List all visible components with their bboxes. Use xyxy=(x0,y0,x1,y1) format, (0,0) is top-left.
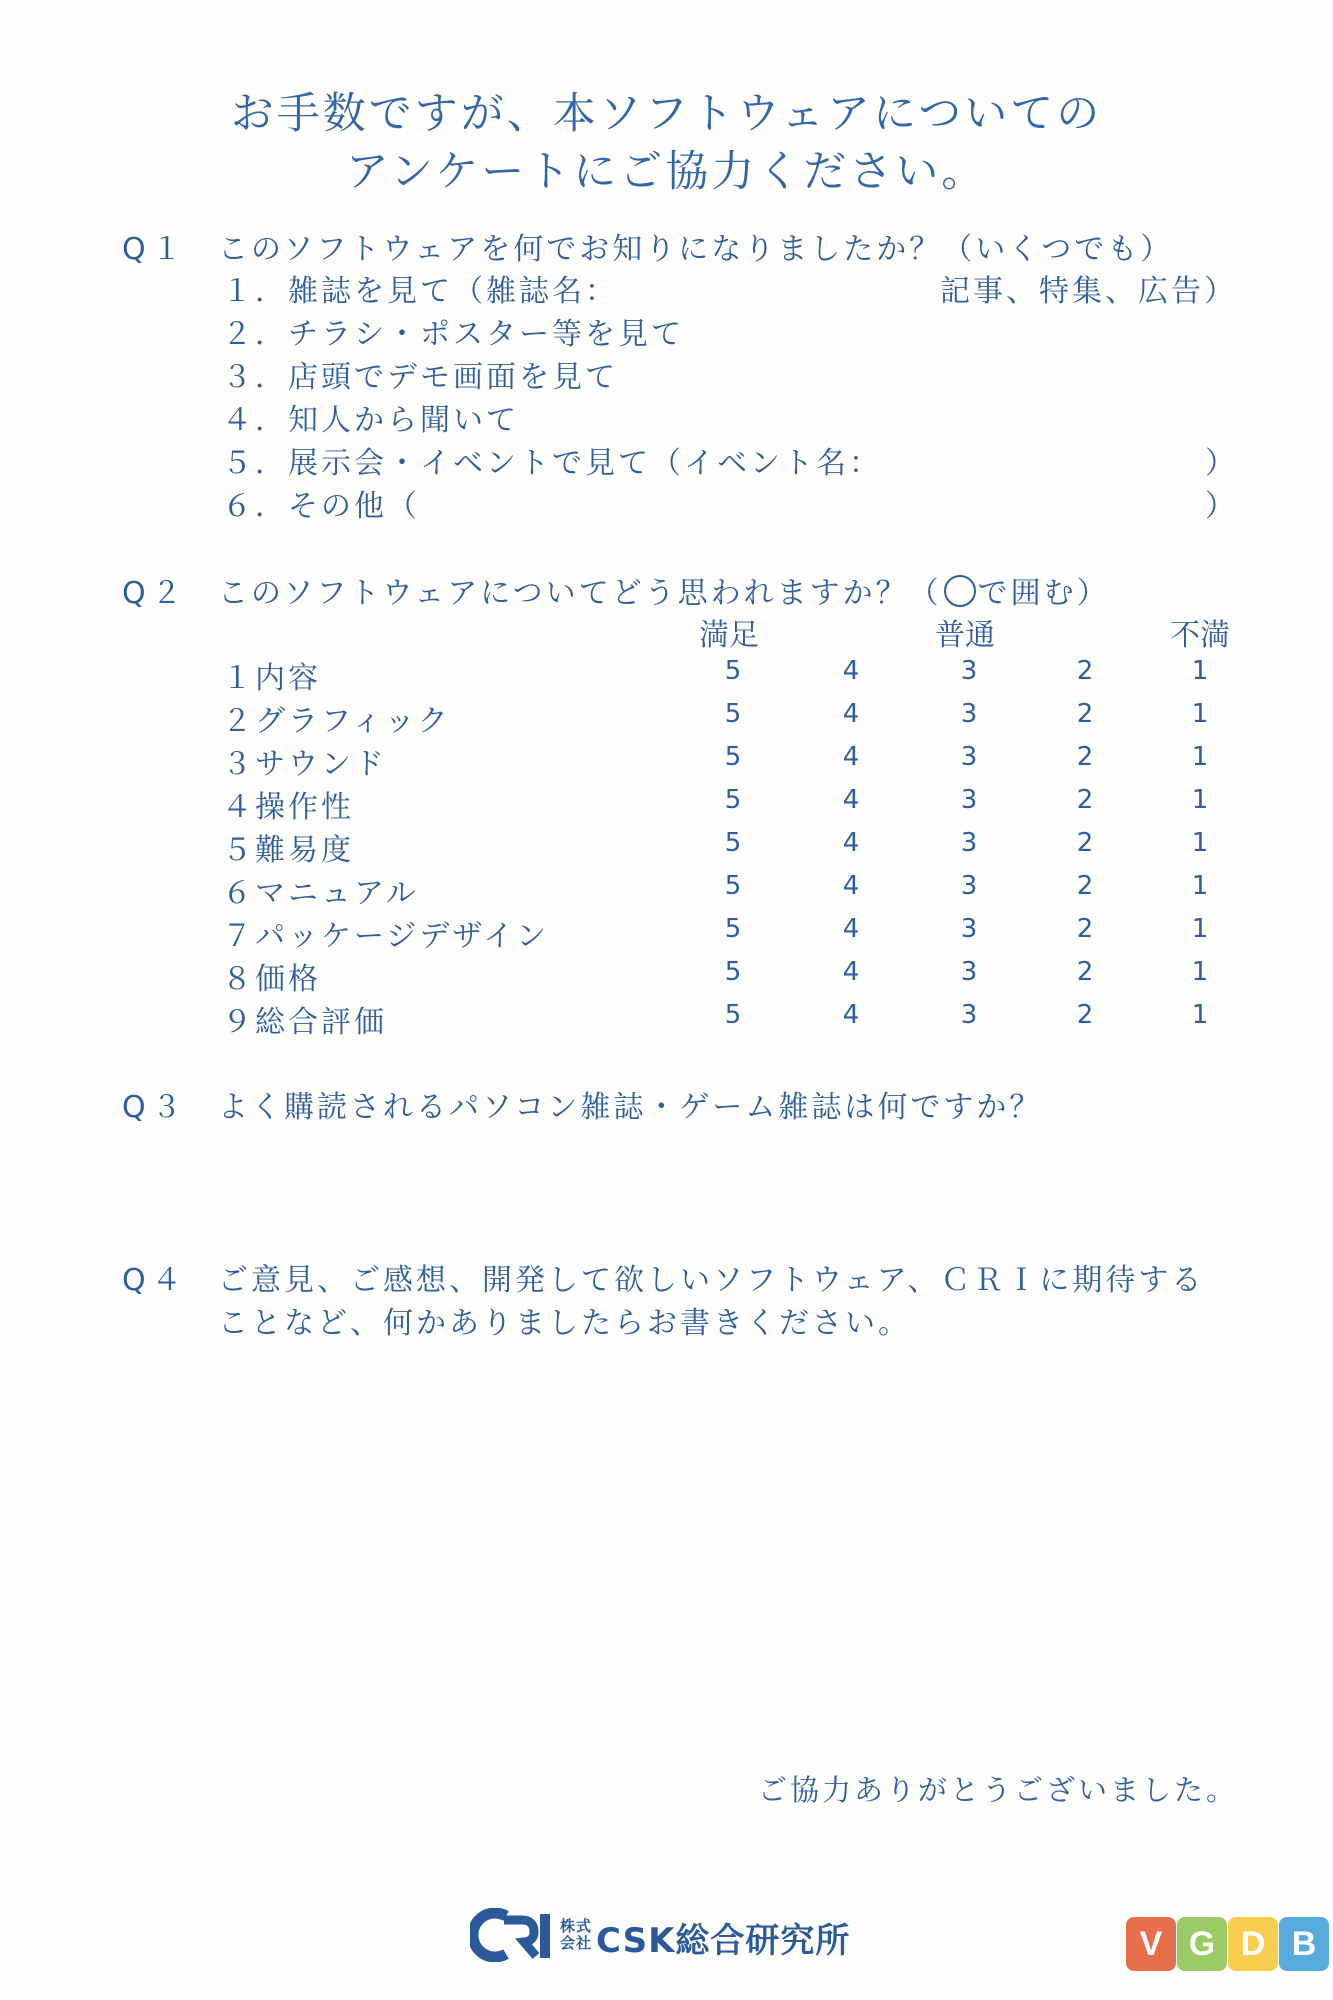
corp-type-mark: 株式 会社 xyxy=(560,1917,593,1952)
rating-option-5[interactable]: 5 xyxy=(724,656,742,686)
q1-option-6-right: ） xyxy=(1205,489,1238,524)
rating-option-5[interactable]: 5 xyxy=(724,742,742,772)
q1-label: Q１ xyxy=(122,232,188,267)
header-satisfied: 満足 xyxy=(699,618,759,653)
rating-option-3[interactable]: 3 xyxy=(960,742,978,772)
q1-option-2: ２．チラシ・ポスター等を見て xyxy=(222,317,684,352)
rating-option-4[interactable]: 4 xyxy=(842,742,860,772)
rating-option-1[interactable]: 1 xyxy=(1191,828,1209,858)
rating-option-1[interactable]: 1 xyxy=(1191,871,1209,901)
rating-option-1[interactable]: 1 xyxy=(1191,1000,1209,1030)
rating-item-label: １内容 xyxy=(222,661,321,696)
rating-option-5[interactable]: 5 xyxy=(724,1000,742,1030)
watermark-tile-d: D xyxy=(1228,1917,1278,1971)
rating-option-4[interactable]: 4 xyxy=(842,871,860,901)
q2-question xyxy=(218,568,1110,612)
rating-item-label: ５難易度 xyxy=(222,833,354,868)
q2-question-start: このソフトウェアについてどう思われますか？（ xyxy=(218,576,942,611)
rating-option-3[interactable]: 3 xyxy=(960,699,978,729)
rating-option-3[interactable]: 3 xyxy=(960,871,978,901)
rating-item-label: ８価格 xyxy=(222,962,321,997)
q3-label: Q３ xyxy=(122,1090,188,1125)
rating-option-1[interactable]: 1 xyxy=(1191,914,1209,944)
rating-option-4[interactable]: 4 xyxy=(842,699,860,729)
rating-option-3[interactable]: 3 xyxy=(960,828,978,858)
rating-option-5[interactable]: 5 xyxy=(724,785,742,815)
rating-option-4[interactable]: 4 xyxy=(842,1000,860,1030)
rating-item-label: ３サウンド xyxy=(222,747,387,782)
cri-logo-mark xyxy=(470,1908,554,1962)
q3-question: よく購読されるパソコン雑誌・ゲーム雑誌は何ですか？ xyxy=(218,1090,1043,1125)
rating-option-3[interactable]: 3 xyxy=(960,785,978,815)
q1-option-1: １．雑誌を見て（雑誌名： xyxy=(222,274,618,309)
rating-option-2[interactable]: 2 xyxy=(1076,785,1094,815)
rating-option-2[interactable]: 2 xyxy=(1076,914,1094,944)
q4-question-line-2: ことなど、何かありましたらお書きください。 xyxy=(218,1306,911,1341)
rating-option-3[interactable]: 3 xyxy=(960,656,978,686)
rating-option-4[interactable]: 4 xyxy=(842,656,860,686)
q1-option-5-right: ） xyxy=(1205,446,1238,481)
rating-option-3[interactable]: 3 xyxy=(960,1000,978,1030)
title-line-1: お手数ですが、本ソフトウェアについての xyxy=(230,89,1103,139)
rating-option-2[interactable]: 2 xyxy=(1076,871,1094,901)
rating-item-label: ４操作性 xyxy=(222,790,354,825)
rating-option-4[interactable]: 4 xyxy=(842,957,860,987)
rating-option-5[interactable]: 5 xyxy=(724,957,742,987)
q1-question: このソフトウェアを何でお知りになりましたか？（いくつでも） xyxy=(218,232,1174,267)
rating-option-5[interactable]: 5 xyxy=(724,871,742,901)
rating-option-4[interactable]: 4 xyxy=(842,914,860,944)
rating-option-2[interactable]: 2 xyxy=(1076,828,1094,858)
rating-option-1[interactable]: 1 xyxy=(1191,785,1209,815)
q2-question-end: で囲む） xyxy=(977,576,1110,611)
q4-label: Q４ xyxy=(122,1263,188,1298)
watermark-tile-b: B xyxy=(1279,1917,1329,1971)
rating-option-1[interactable]: 1 xyxy=(1191,656,1209,686)
q1-option-5: ５．展示会・イベントで見て（イベント名： xyxy=(222,446,882,481)
rating-option-4[interactable]: 4 xyxy=(842,828,860,858)
rating-item-label: ２グラフィック xyxy=(222,704,451,739)
header-dissatisfied: 不満 xyxy=(1170,618,1230,653)
q4-question-line-1: ご意見、ご感想、開発して欲しいソフトウェア、ＣＲＩに期待する xyxy=(218,1263,1205,1298)
rating-option-2[interactable]: 2 xyxy=(1076,699,1094,729)
q1-option-6: ６．その他（ xyxy=(222,489,420,524)
rating-option-5[interactable]: 5 xyxy=(724,914,742,944)
rating-option-4[interactable]: 4 xyxy=(842,785,860,815)
rating-option-3[interactable]: 3 xyxy=(960,914,978,944)
watermark-tile-v: V xyxy=(1126,1917,1176,1971)
circle-icon xyxy=(944,575,976,607)
rating-option-1[interactable]: 1 xyxy=(1191,957,1209,987)
rating-option-5[interactable]: 5 xyxy=(724,828,742,858)
q1-option-1-right: 記事、特集、広告） xyxy=(940,274,1237,309)
thanks-note: ご協力ありがとうございました。 xyxy=(758,1773,1239,1807)
q1-option-4: ４．知人から聞いて xyxy=(222,403,519,438)
rating-option-1[interactable]: 1 xyxy=(1191,742,1209,772)
q2-label: Q２ xyxy=(122,576,188,611)
rating-option-2[interactable]: 2 xyxy=(1076,957,1094,987)
header-neutral: 普通 xyxy=(935,618,995,653)
rating-option-3[interactable]: 3 xyxy=(960,957,978,987)
rating-option-2[interactable]: 2 xyxy=(1076,742,1094,772)
title-line-2: アンケートにご協力ください。 xyxy=(345,147,988,197)
company-name xyxy=(560,1913,850,1962)
q1-option-3: ３．店頭でデモ画面を見て xyxy=(222,360,618,395)
watermark-tile-g: G xyxy=(1177,1917,1227,1971)
rating-option-1[interactable]: 1 xyxy=(1191,699,1209,729)
rating-option-5[interactable]: 5 xyxy=(724,699,742,729)
rating-item-label: ９総合評価 xyxy=(222,1005,387,1040)
rating-option-2[interactable]: 2 xyxy=(1076,1000,1094,1030)
rating-item-label: ７パッケージデザイン xyxy=(222,919,550,954)
rating-option-2[interactable]: 2 xyxy=(1076,656,1094,686)
company-name-text: CSK総合研究所 xyxy=(596,1921,851,1961)
rating-item-label: ６マニュアル xyxy=(222,876,419,911)
